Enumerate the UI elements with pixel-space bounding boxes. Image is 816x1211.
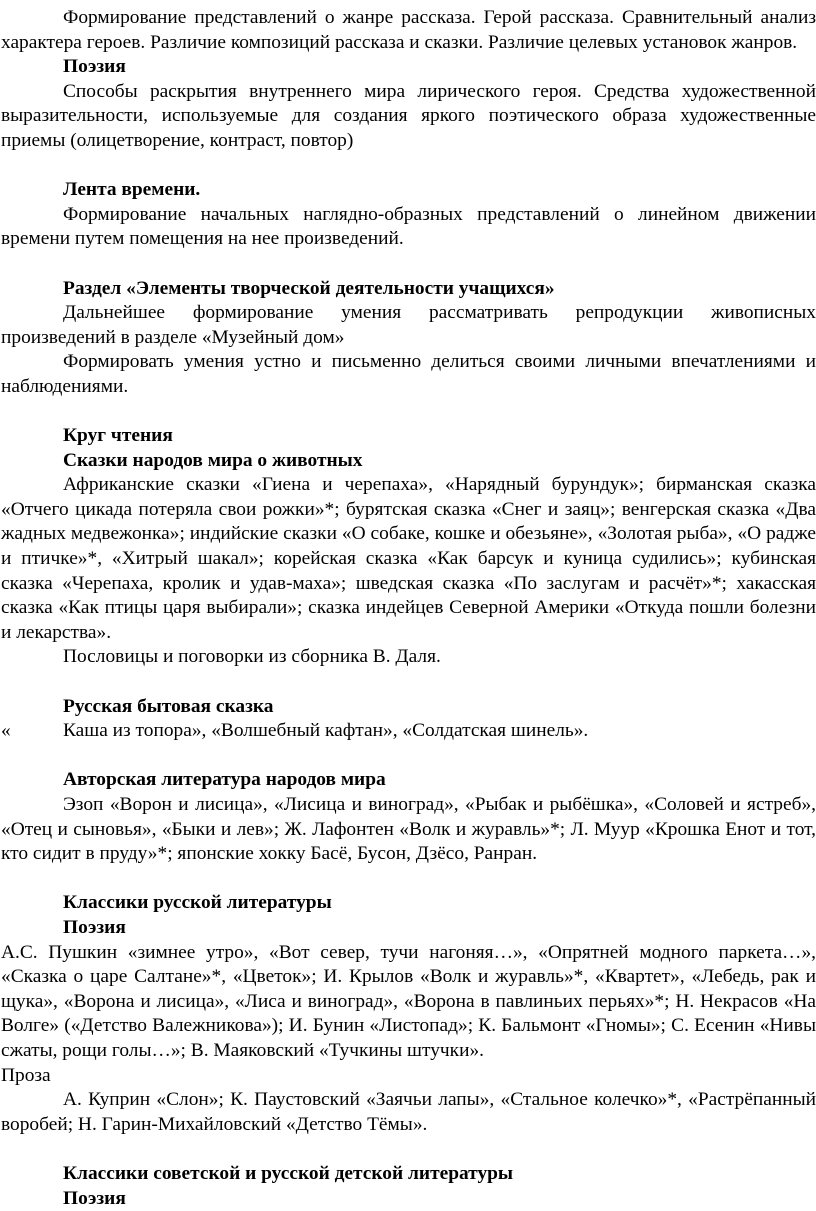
blank-line — [1, 400, 816, 425]
paragraph: Формировать умения устно и письменно делиться своими личными впечатлениями и наблюдениями. — [1, 350, 816, 399]
paragraph: Способы раскрытия внутреннего мира лирического героя. Средства художественной выразительности, используемые для создания яркого поэтического образа художественные приемы (олицетворение, контраст, повтор) — [1, 80, 816, 154]
paragraph: Формирование начальных наглядно-образных представлений о линейном движении времени путем помещения на нее произведений. — [1, 203, 816, 252]
section-heading: Лента времени. — [1, 178, 816, 203]
blank-line — [1, 670, 816, 695]
section-heading: Поэзия — [1, 55, 816, 80]
section-heading: Авторская литература народов мира — [1, 768, 816, 793]
paragraph: Пословицы и поговорки из сборника В. Даля. — [1, 645, 816, 670]
paragraph: Дальнейшее формирование умения рассматривать репродукции живописных произведений в разделе «Музейный дом» — [1, 301, 816, 350]
paragraph: Африканские сказки «Гиена и черепаха», «Нарядный бурундук»; бирманская сказка «Отчего цикада потеряла свои рожки»*; бурятская сказка «Снег и заяц»; венгерская сказка «Два жадных медвежонка»; индийские сказки «О собаке, кошке и обезьяне», «Золотая рыба», «О радже и птичке»*, «Хитрый шакал»; корейская сказка «Как барсук и куница судились»; кубинская сказка «Черепаха, кролик и удав-маха»; шведская сказка «По заслугам и расчёт»*; хакасская сказка «Как птицы царя выбирали»; сказка индейцев Северной Америки «Откуда пошли болезни и лекарства». — [1, 473, 816, 645]
blank-line — [1, 867, 816, 892]
section-heading: Классики советской и русской детской литературы — [1, 1162, 816, 1187]
section-heading: Русская бытовая сказка — [1, 695, 816, 720]
section-heading: Сказки народов мира о животных — [1, 449, 816, 474]
paragraph: А. Куприн «Слон»; К. Паустовский «Заячьи лапы», «Стальное колечко»*, «Растрёпанный воробей; Н. Гарин-Михайловский «Детство Тёмы». — [1, 1088, 816, 1137]
paragraph-text: Каша из топора», «Волшебный кафтан», «Солдатская шинель». — [63, 719, 588, 744]
section-heading: Поэзия — [1, 1187, 816, 1211]
paragraph: Формирование представлений о жанре рассказа. Герой рассказа. Сравнительный анализ характера героев. Различие композиций рассказа и сказки. Различие целевых установок жанров. — [1, 6, 816, 55]
document-body — [1, 6, 816, 1211]
section-heading: Раздел «Элементы творческой деятельности учащихся» — [1, 277, 816, 302]
quoted-line — [1, 719, 816, 744]
blank-line — [1, 1137, 816, 1162]
paragraph: А.С. Пушкин «зимнее утро», «Вот север, тучи нагоняя…», «Опрятней модного паркета…», «Сказка о царе Салтане»*, «Цветок»; И. Крылов «Волк и журавль»*, «Квартет», «Лебедь, рак и щука», «Ворона и лисица», «Лиса и виноград», «Ворона в павлиньих перьях»*; Н. Некрасов «На Волге» («Детство Валежникова»); И. Бунин «Листопад»; К. Бальмонт «Гномы»; С. Есенин «Нивы сжаты, рощи голы…»; В. Маяковский «Тучкины штучки». — [1, 941, 816, 1064]
blank-line — [1, 252, 816, 277]
blank-line — [1, 154, 816, 179]
section-heading: Поэзия — [1, 916, 816, 941]
opening-quote: « — [1, 719, 63, 744]
section-heading: Круг чтения — [1, 424, 816, 449]
paragraph: Эзоп «Ворон и лисица», «Лисица и виноград», «Рыбак и рыбёшка», «Соловей и ястреб», «Отец и сыновья», «Быки и лев»; Ж. Лафонтен «Волк и журавль»*; Л. Муур «Крошка Енот и тот, кто сидит в пруду»*; японские хокку Басё, Бусон, Дзёсо, Ранран. — [1, 793, 816, 867]
blank-line — [1, 744, 816, 769]
paragraph: Проза — [1, 1064, 816, 1089]
section-heading: Классики русской литературы — [1, 891, 816, 916]
